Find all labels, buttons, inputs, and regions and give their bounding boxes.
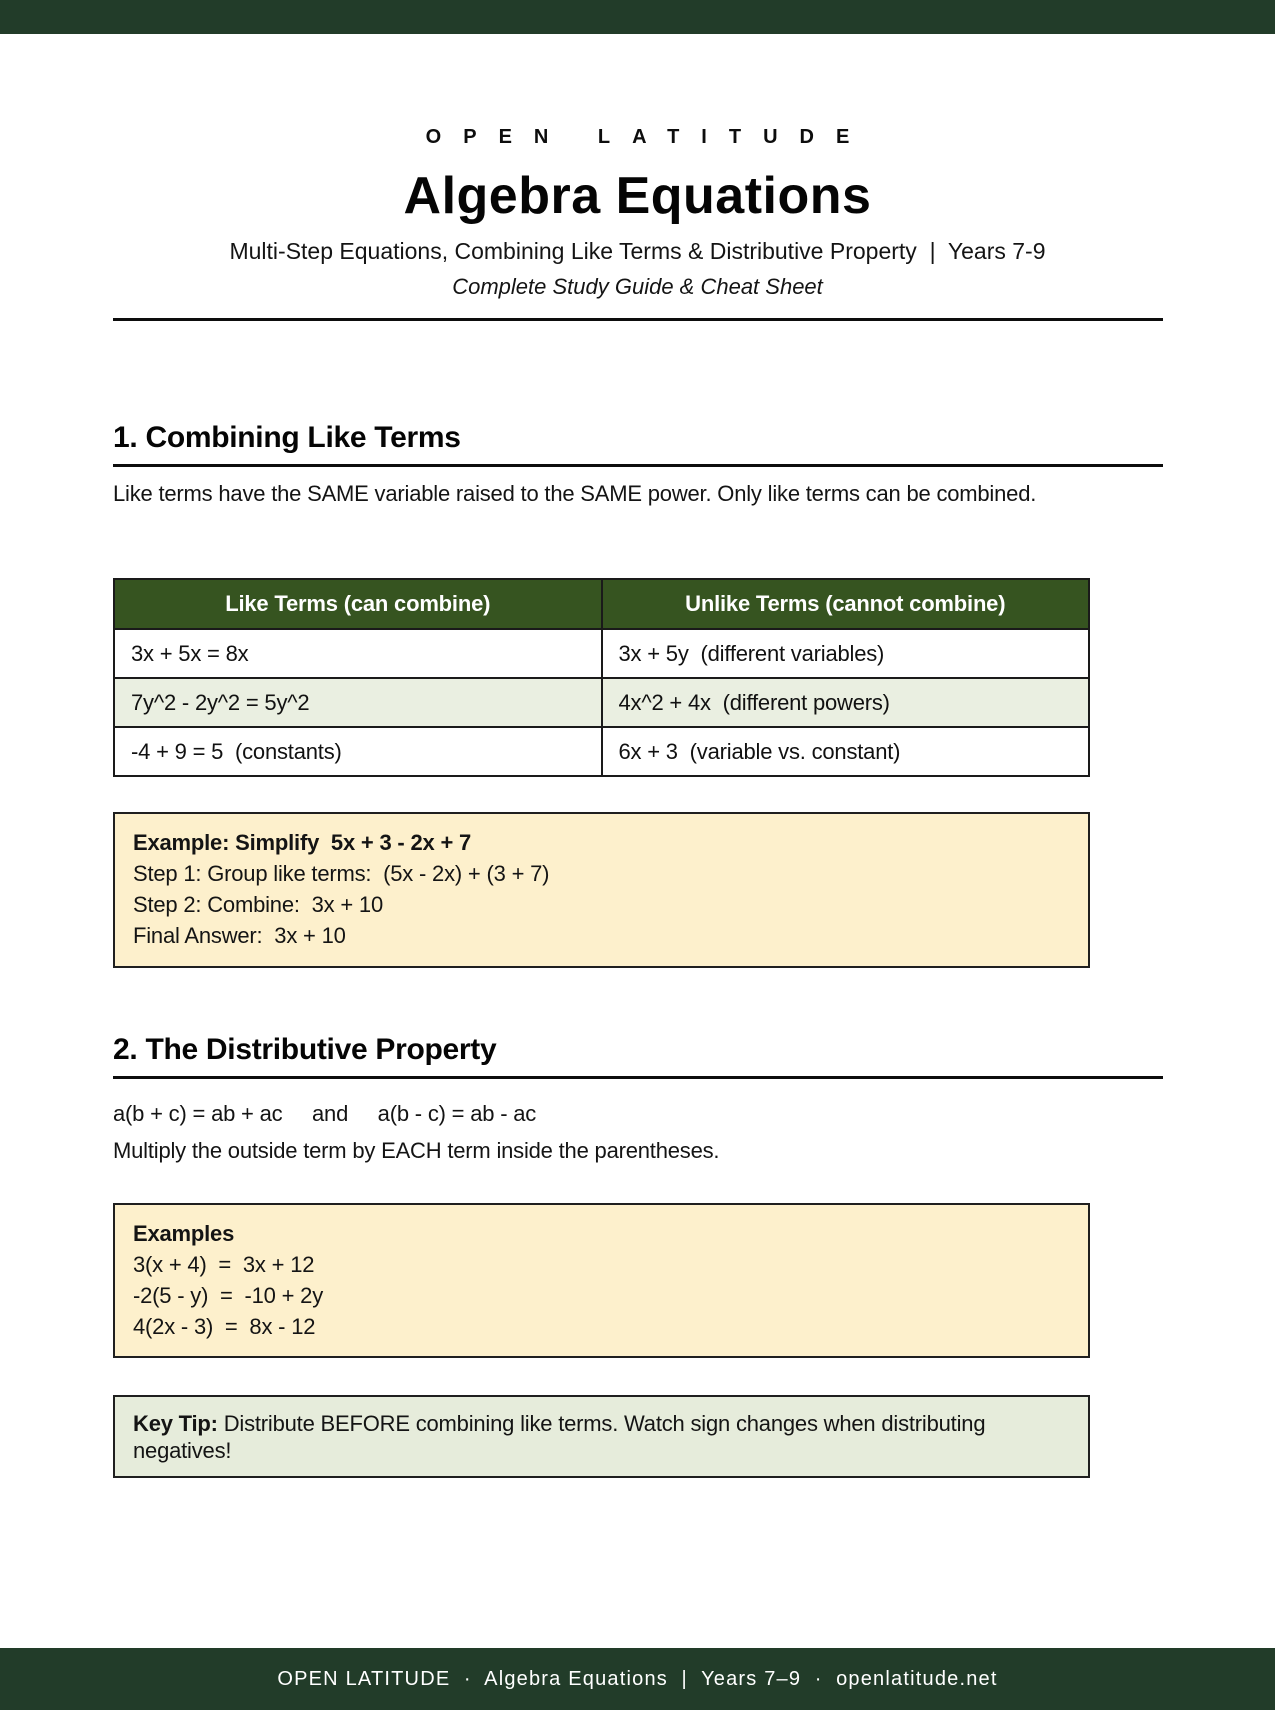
distributive-note: Multiply the outside term by EACH term inside the parentheses. bbox=[113, 1138, 720, 1163]
example-item: 4(2x - 3) = 8x - 12 bbox=[133, 1314, 316, 1339]
brand-name: OPEN LATITUDE bbox=[425, 126, 872, 148]
table-row bbox=[114, 629, 1089, 678]
examples-box-title: Examples bbox=[133, 1221, 235, 1246]
example-item: -2(5 - y) = -10 + 2y bbox=[133, 1283, 324, 1308]
example-step: Step 2: Combine: 3x + 10 bbox=[133, 892, 383, 917]
table-header-unlike: Unlike Terms (cannot combine) bbox=[602, 579, 1090, 629]
table-cell: 7y^2 - 2y^2 = 5y^2 bbox=[114, 678, 602, 727]
distributive-formula: a(b + c) = ab + ac and a(b - c) = ab - ac bbox=[113, 1101, 537, 1126]
section-1-intro: Like terms have the SAME variable raised to the SAME power. Only like terms can be combined. bbox=[113, 481, 1037, 506]
table-cell: -4 + 9 = 5 (constants) bbox=[114, 727, 602, 776]
example-box-title: Example: Simplify 5x + 3 - 2x + 7 bbox=[133, 830, 472, 855]
table-cell: 3x + 5x = 8x bbox=[114, 629, 602, 678]
top-accent-bar bbox=[0, 0, 1275, 34]
table-header-like: Like Terms (can combine) bbox=[114, 579, 602, 629]
page-title: Algebra Equations bbox=[403, 167, 872, 225]
section-1-heading: 1. Combining Like Terms bbox=[113, 421, 1163, 467]
key-tip-text: Distribute BEFORE combining like terms. Watch sign changes when distributing negatives! bbox=[133, 1411, 992, 1463]
table-cell: 6x + 3 (variable vs. constant) bbox=[602, 727, 1090, 776]
table-cell: 4x^2 + 4x (different powers) bbox=[602, 678, 1090, 727]
key-tip-box bbox=[113, 1395, 1090, 1478]
example-step: Final Answer: 3x + 10 bbox=[133, 923, 346, 948]
examples-box bbox=[113, 1203, 1090, 1358]
section-2-heading: 2. The Distributive Property bbox=[113, 1033, 1163, 1079]
key-tip-label: Key Tip: bbox=[133, 1411, 218, 1436]
table-row bbox=[114, 678, 1089, 727]
table-cell: 3x + 5y (different variables) bbox=[602, 629, 1090, 678]
header-divider bbox=[113, 318, 1163, 321]
table-header-row bbox=[114, 579, 1089, 629]
example-step: Step 1: Group like terms: (5x - 2x) + (3 + 7) bbox=[133, 861, 550, 886]
table-row bbox=[114, 727, 1089, 776]
example-item: 3(x + 4) = 3x + 12 bbox=[133, 1252, 315, 1277]
footer-bar bbox=[0, 1648, 1275, 1710]
page-tagline: Complete Study Guide & Cheat Sheet bbox=[452, 274, 823, 299]
like-terms-table bbox=[113, 578, 1090, 777]
page-subtitle: Multi-Step Equations, Combining Like Terms & Distributive Property | Years 7-9 bbox=[229, 238, 1046, 264]
footer-text: OPEN LATITUDE · Algebra Equations | Years 7–9 · openlatitude.net bbox=[277, 1667, 998, 1690]
example-box bbox=[113, 812, 1090, 968]
